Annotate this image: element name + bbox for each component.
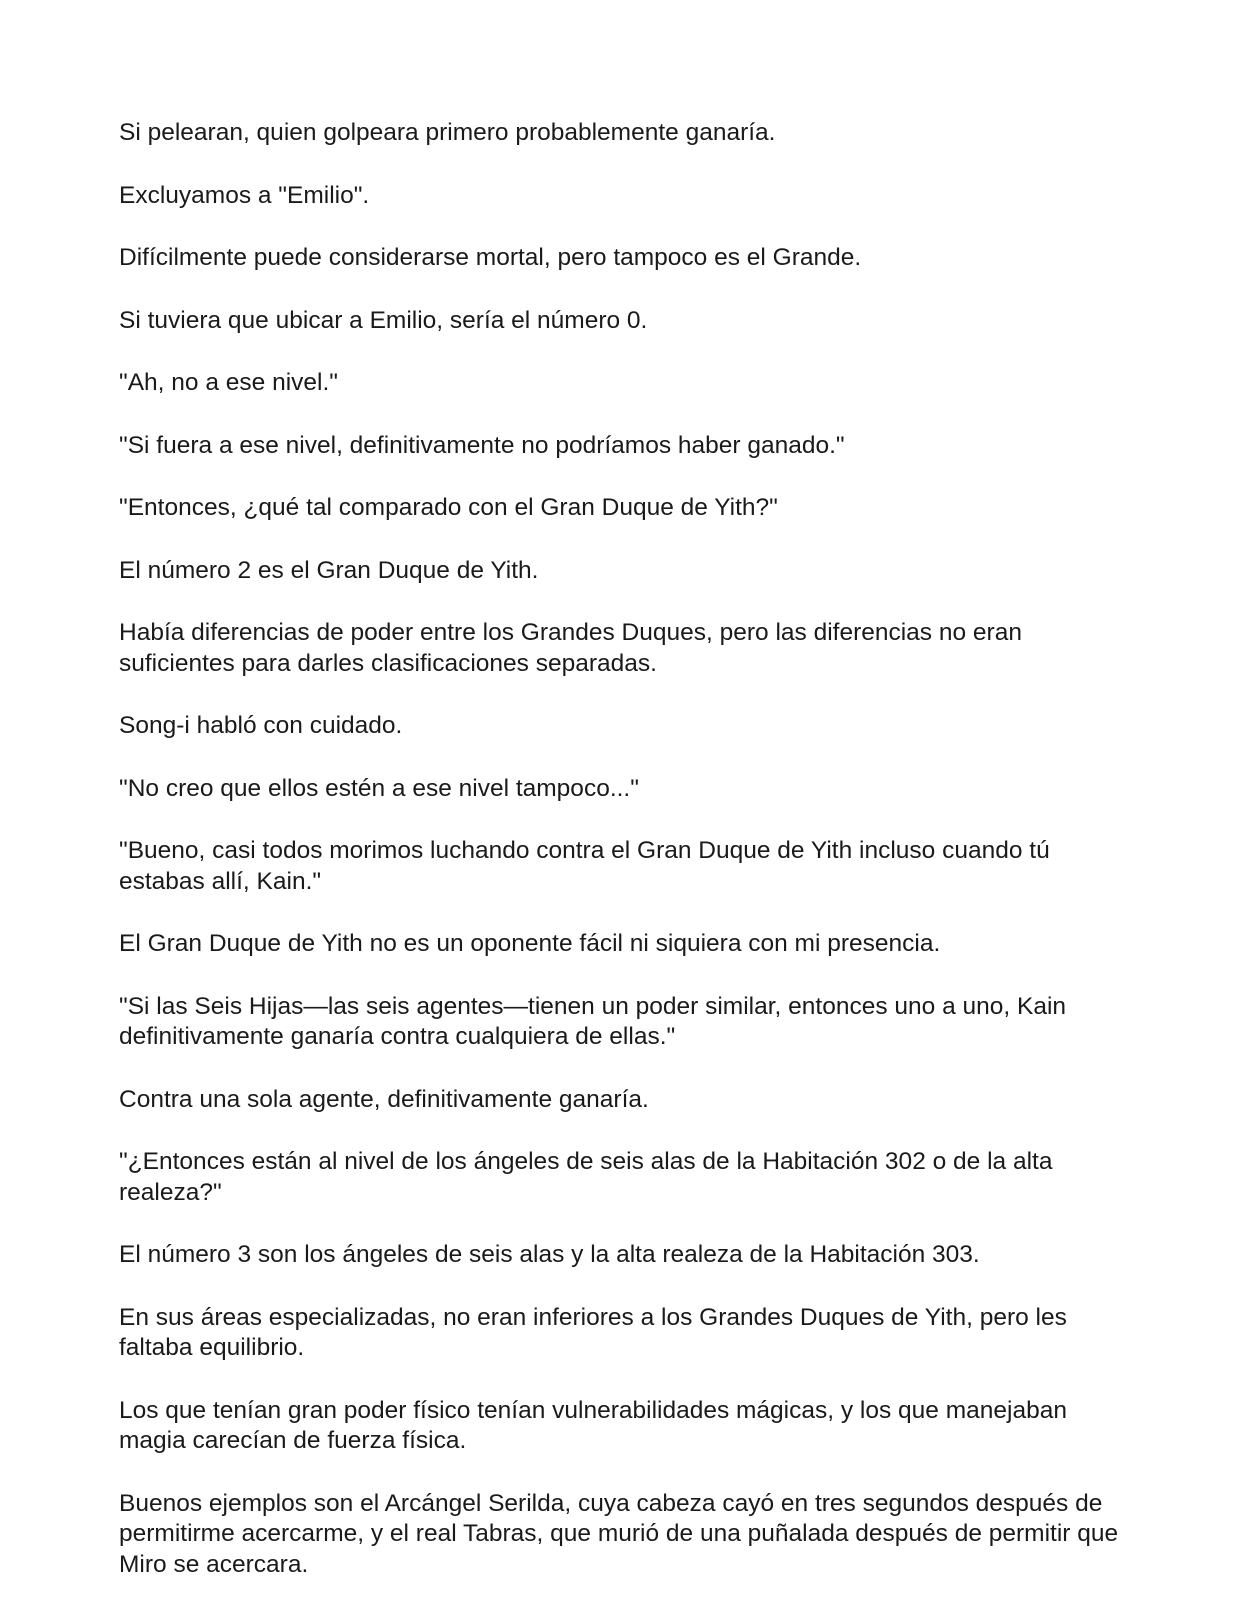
paragraph: El número 3 son los ángeles de seis alas y la alta realeza de la Habitación 303. [119, 1241, 980, 1268]
paragraph: Difícilmente puede considerarse mortal, pero tampoco es el Grande. [119, 244, 862, 271]
document-page [119, 118, 1129, 1612]
paragraph: Contra una sola agente, definitivamente ganaría. [119, 1085, 649, 1113]
paragraph: "¿Entonces están al nivel de los ángeles de seis alas de la Habitación 302 o de la alta realeza?" [119, 1148, 1053, 1206]
paragraph: "No creo que ellos estén a ese nivel tampoco..." [119, 774, 639, 802]
paragraph: Había diferencias de poder entre los Grandes Duques, pero las diferencias no eran suficientes para darles clasificaciones separadas. [119, 619, 1022, 677]
paragraph: "Si las Seis Hijas—las seis agentes—tienen un poder similar, entonces uno a uno, Kain definitivamente ganaría contra cualquiera de ellas." [119, 992, 1067, 1050]
paragraph: "Ah, no a ese nivel." [119, 369, 338, 396]
paragraph: "Entonces, ¿qué tal comparado con el Gran Duque de Yith?" [119, 494, 778, 521]
paragraph: "Si fuera a ese nivel, definitivamente no podríamos haber ganado." [119, 431, 845, 459]
paragraph: Si tuviera que ubicar a Emilio, sería el número 0. [119, 306, 648, 334]
paragraph: El Gran Duque de Yith no es un oponente fácil ni siquiera con mi presencia. [119, 930, 941, 957]
paragraph: Excluyamos a "Emilio". [119, 181, 370, 209]
paragraph: Si pelearan, quien golpeara primero probablemente ganaría. [119, 119, 776, 146]
paragraph: "Bueno, casi todos morimos luchando contra el Gran Duque de Yith incluso cuando tú estabas allí, Kain." [119, 837, 1050, 895]
paragraph: Buenos ejemplos son el Arcángel Serilda, cuya cabeza cayó en tres segundos después de permitirme acercarme, y el real Tabras, que murió de una puñalada después de permitir que Miro se acercara. [119, 1489, 1119, 1578]
paragraph: En sus áreas especializadas, no eran inferiores a los Grandes Duques de Yith, pero les faltaba equilibrio. [119, 1303, 1067, 1361]
paragraph: Los que tenían gran poder físico tenían vulnerabilidades mágicas, y los que manejaban magia carecían de fuerza física. [119, 1396, 1067, 1454]
paragraph: El número 2 es el Gran Duque de Yith. [119, 556, 539, 584]
paragraph: Song-i habló con cuidado. [119, 712, 403, 739]
